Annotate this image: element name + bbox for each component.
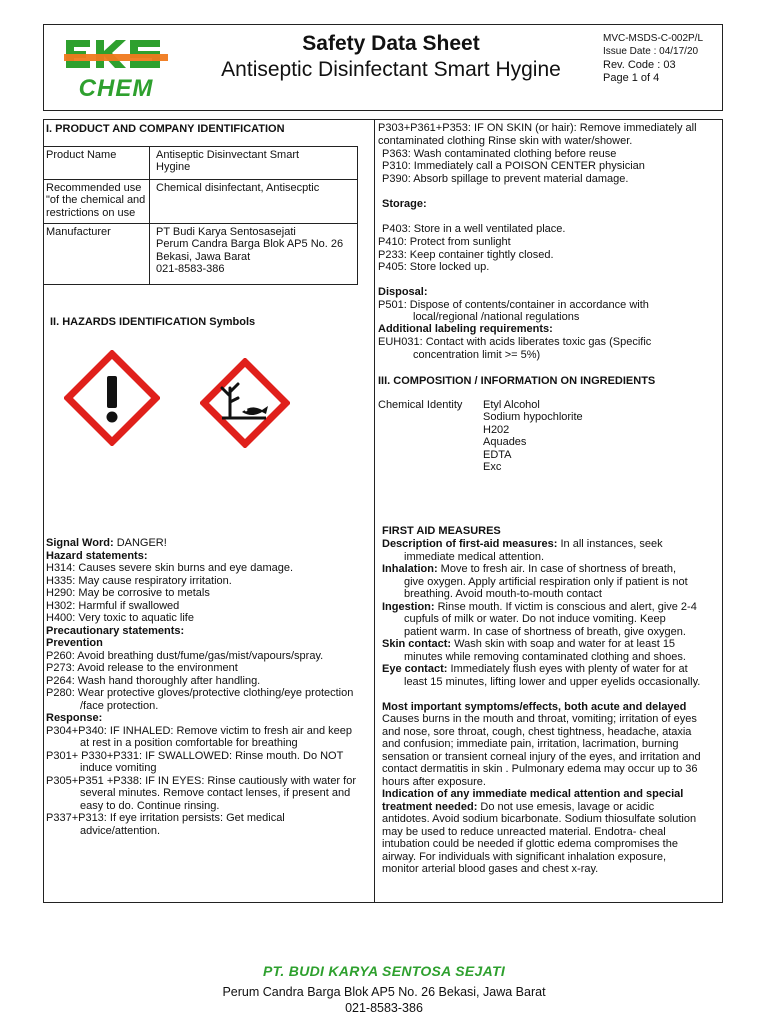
hazard-line <box>46 550 147 563</box>
precaution-line <box>382 148 616 161</box>
ingredient-item: EDTA <box>483 448 512 461</box>
precaution-line-text: P410: Protect from sunlight <box>378 236 511 248</box>
first-aid-line <box>382 726 691 739</box>
hazard-line <box>80 800 219 813</box>
footer-company: PT. BUDI KARYA SENTOSA SEJATI <box>262 963 506 979</box>
precaution-line-text: P405: Store locked up. <box>378 261 490 273</box>
section3-heading: III. COMPOSITION / INFORMATION ON INGREDIENTS <box>378 375 656 387</box>
first-aid-line-text: antidotes. Avoid sodium bicarbonate. Sodium thiosulfate solution <box>382 813 697 825</box>
hazard-line-text: P305+P351 +P338: IF IN EYES: Rinse cautiously with water for <box>46 774 356 787</box>
hazard-line-bold: Hazard statements: <box>46 549 148 562</box>
first-aid-line-bold: treatment needed: <box>382 800 481 813</box>
hazard-line-text: P304+P340: IF INHALED: Remove victim to fresh air and keep <box>46 724 353 737</box>
first-aid-line-bold: Ingestion: <box>382 600 438 613</box>
first-aid-line-text: and confusion; immediate pain, irritation, lacrimation, burning <box>382 738 679 750</box>
first-aid-heading: FIRST AID MEASURES <box>382 525 501 537</box>
table-value-cell: PT Budi Karya Sentosasejati Perum Candra Barga Blok AP5 No. 26 Bekasi, Jawa Barat 021-8583-386 <box>150 224 358 285</box>
precaution-line-bold: Storage: <box>382 198 427 210</box>
hazard-line-text: P301+ P330+P331: IF SWALLOWED: Rinse mouth. Do NOT <box>46 749 344 762</box>
rev-code: Rev. Code : 03 <box>603 58 676 71</box>
precaution-line-bold: Disposal: <box>378 286 428 298</box>
hazard-line-text: P273: Avoid release to the environment <box>46 662 238 674</box>
first-aid-line-bold: Inhalation: <box>382 563 441 575</box>
precaution-line <box>378 249 554 262</box>
first-aid-line-bold: Most important symptoms/effects, both acute and delayed <box>382 700 687 713</box>
precaution-line-text: contaminated clothing Rinse skin with water/shower. <box>378 135 633 147</box>
hazard-line-text: H290: May be corrosive to metals <box>46 587 210 599</box>
first-aid-line <box>404 613 666 626</box>
table-row <box>44 224 358 285</box>
first-aid-line-text: Wash skin with soap and water for at least 15 <box>454 638 676 650</box>
first-aid-line-text: contact dermatitis in skin . Pulmonary edema may occur up to 36 <box>382 763 698 775</box>
precaution-line-text: EUH031: Contact with acids liberates toxic gas (Specific <box>378 336 652 348</box>
hazard-line-text: H302: Harmful if swallowed <box>46 599 180 612</box>
first-aid-line-text: sensation or transient corneal injury of the eyes, and irritation and <box>382 750 701 763</box>
issue-date: Issue Date : 04/17/20 <box>603 46 699 58</box>
first-aid-line <box>382 638 675 651</box>
hazard-line-text: H314: Causes severe skin burns and eye damage. <box>46 562 294 574</box>
first-aid-line-text: immediate medical attention. <box>404 550 545 563</box>
column-divider <box>374 119 375 903</box>
footer-address: Perum Candra Barga Blok AP5 No. 26 Bekasi, Jawa Barat <box>222 985 546 999</box>
ingredient-item: Etyl Alcohol <box>483 399 540 411</box>
hazard-line <box>46 562 293 575</box>
first-aid-line <box>382 563 676 576</box>
hazard-line-text: H335: May cause respiratory irritation. <box>46 574 232 587</box>
hazard-line <box>46 775 356 788</box>
precaution-line-text: P303+P361+P353: IF ON SKIN (or hair): Remove immediately all <box>378 122 697 134</box>
first-aid-line <box>382 538 663 551</box>
first-aid-line <box>382 663 688 676</box>
first-aid-line-bold: Description of first-aid measures: <box>382 538 561 550</box>
precaution-line-text: P390: Absorb spillage to prevent material damage. <box>382 173 629 185</box>
ingredient-item: Sodium hypochlorite <box>483 411 583 424</box>
hazard-line-text: /face protection. <box>80 699 159 712</box>
hazard-line <box>46 537 167 550</box>
first-aid-line <box>382 776 486 789</box>
precaution-line-text: P363: Wash contaminated clothing before reuse <box>382 148 617 160</box>
product-subtitle: Antiseptic Disinfectant Smart Hygine <box>221 58 561 81</box>
hazard-line <box>80 825 160 838</box>
first-aid-line-text: In all instances, seek <box>560 538 663 550</box>
first-aid-line-text: hours after exposure. <box>382 775 486 788</box>
hazard-line <box>46 750 343 763</box>
precaution-line-text: P403: Store in a well ventilated place. <box>382 223 566 235</box>
first-aid-line-text: monitor arterial blood gases and chest x-ray. <box>382 863 599 875</box>
table-key-cell: Product Name <box>44 147 150 180</box>
table-key-cell: Recommended use "of the chemical and restrictions on use <box>44 180 150 224</box>
first-aid-line-text: Do not use emesis, lavage or acidic <box>480 800 655 813</box>
hazard-line-text: P337+P313: If eye irritation persists: Get medical <box>46 812 285 824</box>
first-aid-line <box>382 601 697 614</box>
first-aid-line <box>382 738 679 751</box>
first-aid-line <box>404 576 688 589</box>
hazard-line-text: easy to do. Continue rinsing. <box>80 799 220 812</box>
logo-chem-text: CHEM <box>78 75 154 100</box>
first-aid-line-text: airway. For individuals with significant inhalation exposure, <box>382 850 667 863</box>
hazard-line <box>46 725 352 738</box>
first-aid-line-text: Immediately flush eyes with plenty of water for at <box>450 663 688 675</box>
first-aid-line <box>382 788 683 801</box>
first-aid-line <box>382 763 697 776</box>
first-aid-line-bold: Eye contact: <box>382 663 451 675</box>
table-row <box>44 180 358 224</box>
first-aid-line <box>382 863 598 876</box>
precaution-line <box>382 198 427 211</box>
hazard-line <box>80 762 156 775</box>
hazard-line <box>46 575 232 588</box>
first-aid-line <box>404 651 686 664</box>
table-key-cell: Manufacturer <box>44 224 150 285</box>
first-aid-line <box>382 851 666 864</box>
footer-phone: 021-8583-386 <box>345 1001 423 1015</box>
precaution-line <box>378 236 511 249</box>
hazard-line-text: P280: Wear protective gloves/protective clothing/eye protection <box>46 687 354 699</box>
first-aid-line-bold: Indication of any immediate medical attention and special <box>382 788 684 800</box>
page-number: Page 1 of 4 <box>603 71 660 84</box>
hazard-line <box>46 600 179 613</box>
hazard-line <box>80 700 158 713</box>
precaution-line <box>382 223 565 236</box>
hazard-line <box>46 612 194 625</box>
precaution-line <box>378 135 632 148</box>
hazard-line <box>46 687 353 700</box>
first-aid-line <box>382 838 678 851</box>
hazard-line <box>46 625 184 638</box>
hazard-line <box>46 675 260 688</box>
precaution-line <box>382 173 628 186</box>
hazard-line-text: H400: Very toxic to aquatic life <box>46 612 194 624</box>
document-meta <box>603 32 703 85</box>
hazard-line <box>46 812 285 825</box>
hazard-line <box>46 587 210 600</box>
table-value-cell: Chemical disinfectant, Antisecptic <box>150 180 358 224</box>
first-aid-line-text: give oxygen. Apply artificial respiration only if patient is not <box>404 575 688 588</box>
hazard-line-bold: Prevention <box>46 637 103 649</box>
hazard-line-bold: Response: <box>46 712 103 724</box>
first-aid-line <box>404 551 544 564</box>
precaution-line <box>382 160 645 173</box>
table-value-cell: Antiseptic Disinvectant Smart Hygine <box>150 147 358 180</box>
first-aid-line-text: Causes burns in the mouth and throat, vomiting; irritation of eyes <box>382 713 697 725</box>
first-aid-line <box>404 626 686 639</box>
hazard-line <box>46 637 103 650</box>
precaution-line <box>378 299 649 312</box>
section1-heading: I. PRODUCT AND COMPANY IDENTIFICATION <box>46 123 285 135</box>
hazard-line <box>46 712 102 725</box>
first-aid-line <box>382 713 697 726</box>
first-aid-line <box>382 701 686 714</box>
hazard-line-bold: Precautionary statements: <box>46 624 185 637</box>
first-aid-line <box>382 826 666 839</box>
first-aid-line-text: Rinse mouth. If victim is conscious and alert, give 2-4 <box>437 600 697 613</box>
doc-code: MVC-MSDS-C-002P/L <box>603 33 704 44</box>
hazard-line <box>80 787 350 800</box>
product-table <box>43 146 358 285</box>
hazard-line-text: P260: Avoid breathing dust/fume/gas/mist/vapours/spray. <box>46 649 324 662</box>
first-aid-line <box>404 588 602 601</box>
first-aid-line-bold: Skin contact: <box>382 638 455 650</box>
precaution-line-text: P501: Dispose of contents/container in accordance with <box>378 299 649 311</box>
ingredient-item: Aquades <box>483 436 527 449</box>
first-aid-line-text: breathing. Avoid mouth-to-mouth contact <box>404 588 602 600</box>
first-aid-line <box>382 801 654 814</box>
hazard-line-text: several minutes. Remove contact lenses, if present and <box>80 787 351 799</box>
eks-chem-logo <box>64 34 168 100</box>
section2-heading: II. HAZARDS IDENTIFICATION Symbols <box>50 316 256 328</box>
precaution-line-text: P310: Immediately call a POISON CENTER physician <box>382 160 645 172</box>
hazard-line-text: at rest in a position comfortable for breathing <box>80 737 298 749</box>
chemical-identity-label: Chemical Identity <box>378 399 463 411</box>
first-aid-line-text: least 15 minutes, lifting lower and upper eyelids occasionally. <box>404 675 701 688</box>
first-aid-line-text: minutes while removing contaminated clothing and shoes. <box>404 650 686 663</box>
precaution-line-bold: Additional labeling requirements: <box>378 323 553 335</box>
first-aid-line-text: intubation could be needed if glottic edema compromises the <box>382 838 678 850</box>
precaution-line <box>378 323 553 336</box>
first-aid-line-text: may be used to reduce unreacted material. Endotra- cheal <box>382 825 666 838</box>
precaution-line-text: P233: Keep container tightly closed. <box>378 249 554 261</box>
precaution-line <box>413 311 579 324</box>
table-row <box>44 147 358 180</box>
first-aid-line-text: cupfuls of milk or water. Do not induce vomiting. Keep <box>404 613 666 625</box>
first-aid-line-text: Move to fresh air. In case of shortness of breath, <box>440 563 677 575</box>
hazard-line <box>46 662 238 675</box>
environment-hazard-icon <box>200 358 290 448</box>
hazard-line-text: P264: Wash hand thoroughly after handling. <box>46 674 261 687</box>
precaution-line-text: local/regional /national regulations <box>413 311 580 323</box>
precaution-line <box>378 336 651 349</box>
first-aid-line-text: and nose, sore throat, cough, chest tightness, headache, ataxia <box>382 725 692 738</box>
ingredient-item: H202 <box>483 423 510 436</box>
ingredient-item: Exc <box>483 461 502 473</box>
precaution-line <box>378 261 489 274</box>
first-aid-line <box>382 813 696 826</box>
document-title: Safety Data Sheet <box>302 32 480 55</box>
hazard-line-text: advice/attention. <box>80 824 161 837</box>
hazard-line <box>46 650 323 663</box>
first-aid-line <box>382 751 701 764</box>
precaution-line <box>413 349 540 362</box>
hazard-line-text: induce vomiting <box>80 762 157 774</box>
exclamation-mark-icon <box>64 350 160 446</box>
hazard-line <box>80 737 298 750</box>
first-aid-line-text: patient warm. In case of shortness of breath, give oxygen. <box>404 625 686 638</box>
hazard-line-bold: Signal Word: <box>46 537 117 549</box>
precaution-line-text: concentration limit >= 5%) <box>413 349 541 361</box>
hazard-line-text: DANGER! <box>116 537 167 549</box>
first-aid-line <box>404 676 700 689</box>
precaution-line <box>378 286 428 299</box>
precaution-line <box>378 122 697 135</box>
